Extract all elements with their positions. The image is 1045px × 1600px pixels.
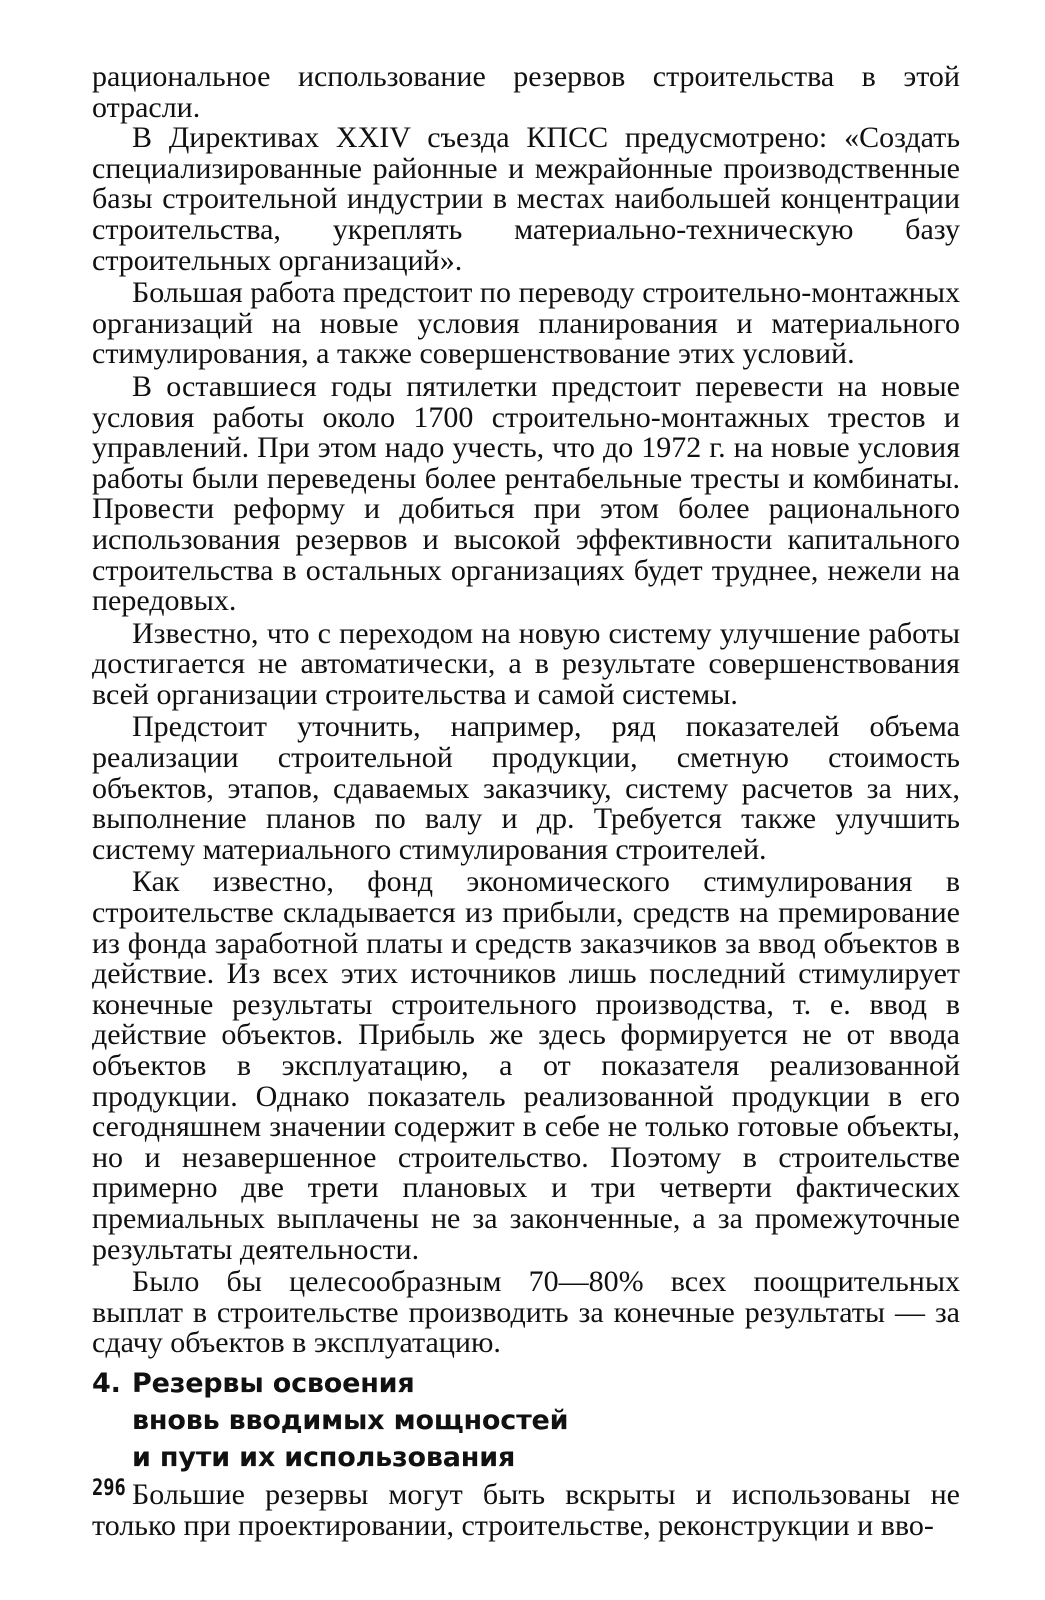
paragraph-payments: Было бы целесообразным 70—80% всех поощрительных выплат в строительстве производить за конечные результаты — за сдачу объектов в эксплуатацию. <box>92 1265 960 1360</box>
page-number: 296 <box>92 1476 126 1501</box>
paragraph-big-work: Большая работа предстоит по переводу строительно-монтажных организаций на новые условия планирования и материального стимулирования, а также совершенствование этих условий. <box>92 276 960 371</box>
paragraph-clarify: Предстоит уточнить, например, ряд показателей объема реализации строительной продукции, сметную стоимость объектов, этапов, сдаваемых заказчику, систему расчетов за них, выполнение планов по валу и др. Требуется также улучшить систему материального стимулирования строителей. <box>92 710 960 866</box>
paragraph-known: Известно, что с переходом на новую систему улучшение работы достигается не автоматически, а в результате совершенствования всей организации строительства и самой системы. <box>92 616 960 711</box>
paragraph-remaining-years: В оставшиеся годы пятилетки предстоит перевести на новые условия работы около 1700 строительно-монтажных трестов и управлений. При этом надо учесть, что до 1972 г. на новые условия работы были переведены более рентабельные тресты и комбинаты. Провести реформу и добиться при этом более рационального использования резервов и высокой эффективности капитального строительства в остальных организациях будет труднее, нежели на передовых. <box>92 369 960 618</box>
section-heading <box>92 1365 960 1476</box>
section-number: 4. <box>92 1367 121 1399</box>
paragraph-final: Большие резервы могут быть вскрыты и использованы не только при проектировании, строительстве, реконструкции и вво- <box>92 1477 960 1542</box>
page-body <box>92 62 960 1541</box>
section-title-line3: и пути их использования <box>132 1441 516 1473</box>
paragraph-incentive-fund: Как известно, фонд экономического стимулирования в строительстве складывается из прибыли, средств на премирование из фонда заработной платы и средств заказчиков за ввод объектов в действие. Из всех этих источников лишь последний стимулирует конечные результаты строительного производства, т. е. ввод в действие объектов. Прибыль же здесь формируется не от ввода объектов в эксплуатацию, а от показателя реализованной продукции. Однако показатель реализованной продукции в его сегодняшнем значении содержит в себе не только готовые объекты, но и незавершенное строительство. Поэтому в строительстве примерно две трети плановых и три четверти фактических премиальных выплачены не за законченные, а за промежуточные результаты деятельности. <box>92 865 960 1266</box>
paragraph-continuation: рациональное использование резервов строительства в этой отрасли. <box>92 60 960 124</box>
paragraph-directives: В Директивах XXIV съезда КПСС предусмотрено: «Создать специализированные районные и межрайонные производственные базы строительной индустрии в местах наибольшей концентрации строительства, укреплять материально-техническую базу строительных организаций». <box>92 121 960 277</box>
section-title-line2: вновь вводимых мощностей <box>132 1404 569 1436</box>
section-title-line1: Резервы освоения <box>132 1367 415 1399</box>
